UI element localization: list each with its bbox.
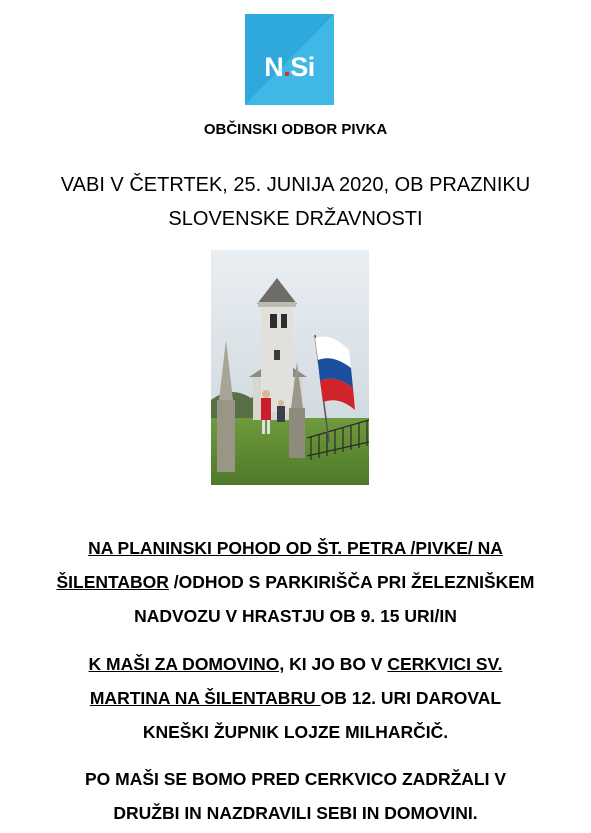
hike-line-3: NADVOZU V HRASTJU OB 9. 15 URI/IN bbox=[134, 606, 457, 626]
mass-line-2 bbox=[0, 681, 591, 715]
paragraph-hike bbox=[0, 531, 591, 633]
invitation-line-1: VABI V ČETRTEK, 25. JUNIJA 2020, OB PRAZNIKU bbox=[60, 174, 531, 196]
mass-church-underlined: CERKVICI SV. bbox=[387, 654, 503, 674]
hike-destination-underlined: ŠILENTABOR bbox=[56, 572, 169, 592]
paragraph-mass bbox=[0, 647, 591, 749]
hike-route-underlined: NA PLANINSKI POHOD OD ŠT. PETRA /PIVKE/ NA bbox=[88, 538, 503, 558]
church-photo-image bbox=[211, 250, 369, 485]
nsi-logo bbox=[245, 14, 334, 105]
paragraph-gathering bbox=[0, 762, 591, 830]
organization-title: OBČINSKI ODBOR PIVKA bbox=[203, 121, 388, 138]
mass-connector-text: KI JO BO V bbox=[284, 654, 388, 674]
mass-line-1 bbox=[0, 647, 591, 681]
hike-departure-text: /ODHOD S PARKIRIŠČA PRI ŽELEZNIŠKEM bbox=[168, 572, 535, 592]
mass-line-3: KNEŠKI ŽUPNIK LOJZE MILHARČIČ. bbox=[142, 722, 449, 742]
church-photo bbox=[211, 250, 369, 485]
hike-line-2 bbox=[0, 565, 591, 599]
invitation-heading bbox=[0, 168, 591, 236]
gathering-line-1: PO MAŠI SE BOMO PRED CERKVICO ZADRŽALI V bbox=[85, 769, 506, 789]
mass-title-underlined: K MAŠI ZA DOMOVINO, bbox=[88, 654, 285, 674]
hike-line-1 bbox=[0, 531, 591, 565]
mass-church-name-underlined: MARTINA NA ŠILENTABRU bbox=[89, 688, 321, 708]
gathering-line-2: DRUŽBI IN NAZDRAVILI SEBI IN DOMOVINI. bbox=[113, 803, 478, 823]
logo-dot: . bbox=[283, 52, 291, 82]
mass-time-text: OB 12. URI DAROVAL bbox=[320, 688, 502, 708]
invitation-line-2: SLOVENSKE DRŽAVNOSTI bbox=[168, 208, 423, 230]
logo-text: N.Si bbox=[264, 52, 315, 82]
